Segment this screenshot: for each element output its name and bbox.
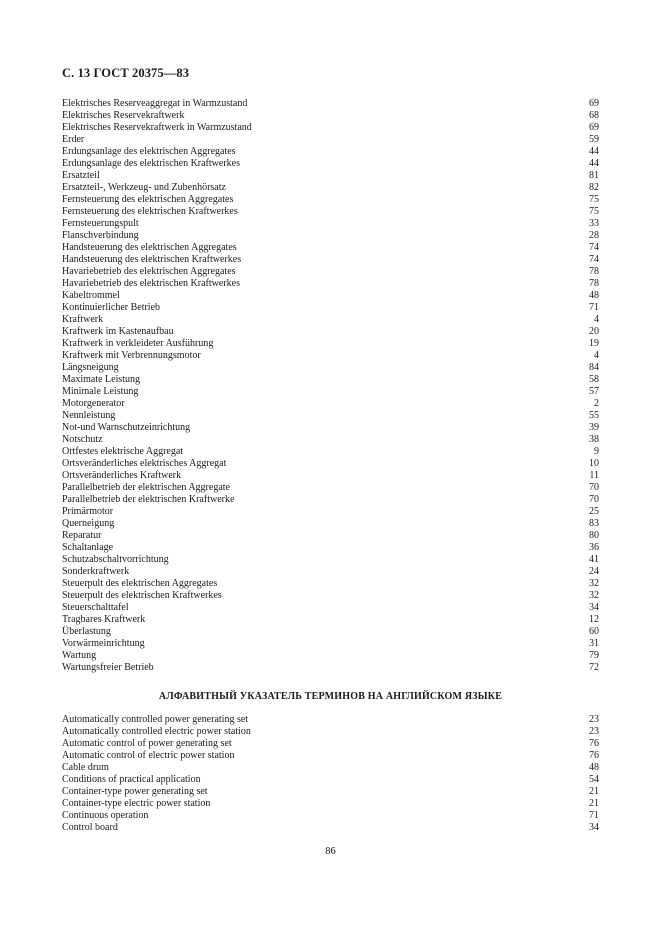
- index-page-ref: 34: [589, 822, 599, 833]
- index-page-ref: 75: [589, 194, 599, 205]
- index-page-ref: 20: [589, 326, 599, 337]
- german-terms-index: [62, 98, 599, 674]
- index-entry: [62, 362, 599, 374]
- index-page-ref: 54: [589, 774, 599, 785]
- index-entry: [62, 206, 599, 218]
- index-page-ref: 71: [589, 302, 599, 313]
- index-term: Flanschverbindung: [62, 230, 139, 241]
- index-page-ref: 68: [589, 110, 599, 121]
- index-page-ref: 34: [589, 602, 599, 613]
- index-term: Handsteuerung des elektrischen Aggregates: [62, 242, 237, 253]
- index-entry: [62, 530, 599, 542]
- index-entry: [62, 182, 599, 194]
- english-index-title: АЛФАВИТНЫЙ УКАЗАТЕЛЬ ТЕРМИНОВ НА АНГЛИЙСКОМ ЯЗЫКЕ: [158, 691, 503, 702]
- index-page-ref: 75: [589, 206, 599, 217]
- index-term: Tragbares Kraftwerk: [62, 614, 146, 625]
- index-entry: [62, 254, 599, 266]
- index-page-ref: 69: [589, 98, 599, 109]
- index-page-ref: 70: [589, 494, 599, 505]
- index-term: Sonderkraftwerk: [62, 566, 130, 577]
- index-page-ref: 21: [589, 786, 599, 797]
- index-entry: [62, 410, 599, 422]
- index-page-ref: 11: [589, 470, 599, 481]
- index-page-ref: 33: [589, 218, 599, 229]
- index-page-ref: 21: [589, 798, 599, 809]
- index-page-ref: 72: [589, 662, 599, 673]
- english-terms-index: [62, 714, 599, 834]
- index-page-ref: 38: [589, 434, 599, 445]
- index-entry: [62, 386, 599, 398]
- index-entry: [62, 110, 599, 122]
- index-term: Steuerschalttafel: [62, 602, 129, 613]
- index-term: Wartung: [62, 650, 97, 661]
- index-term: Kraftwerk in verkleideter Ausführung: [62, 338, 214, 349]
- index-entry: [62, 242, 599, 254]
- index-entry: [62, 230, 599, 242]
- index-term: Not-und Warnschutzeinrichtung: [62, 422, 191, 433]
- index-entry: [62, 170, 599, 182]
- index-term: Kontinuierlicher Betrieb: [62, 302, 161, 313]
- index-page-ref: 36: [589, 542, 599, 553]
- index-entry: [62, 146, 599, 158]
- index-term: Erdungsanlage des elektrischen Aggregates: [62, 146, 236, 157]
- index-entry: [62, 446, 599, 458]
- index-term: Ortfestes elektrische Aggregat: [62, 446, 184, 457]
- index-entry: [62, 614, 599, 626]
- index-page-ref: 48: [589, 290, 599, 301]
- index-page-ref: 80: [589, 530, 599, 541]
- index-term: Container-type electric power station: [62, 798, 211, 809]
- index-entry: [62, 662, 599, 674]
- index-entry: [62, 374, 599, 386]
- index-term: Ortsveränderliches elektrisches Aggregat: [62, 458, 227, 469]
- index-term: Fernsteuerung des elektrischen Kraftwerkes: [62, 206, 238, 217]
- index-entry: [62, 518, 599, 530]
- index-term: Parallelbetrieb der elektrischen Aggregate: [62, 482, 230, 493]
- index-entry: [62, 726, 599, 738]
- index-entry: [62, 158, 599, 170]
- index-entry: [62, 98, 599, 110]
- index-entry: [62, 458, 599, 470]
- index-term: Kraftwerk im Kastenaufbau: [62, 326, 174, 337]
- index-term: Ortsveränderliches Kraftwerk: [62, 470, 182, 481]
- index-entry: [62, 218, 599, 230]
- index-entry: [62, 326, 599, 338]
- index-page-ref: 41: [589, 554, 599, 565]
- index-entry: [62, 650, 599, 662]
- index-term: Automatically controlled power generating set: [62, 714, 249, 725]
- index-entry: [62, 714, 599, 726]
- index-term: Vorwärmeinrichtung: [62, 638, 145, 649]
- index-page-ref: 10: [589, 458, 599, 469]
- index-entry: [62, 302, 599, 314]
- index-page-ref: 81: [589, 170, 599, 181]
- index-term: Automatically controlled electric power station: [62, 726, 251, 737]
- index-entry: [62, 482, 599, 494]
- index-term: Elektrisches Reservekraftwerk in Warmzustand: [62, 122, 252, 133]
- index-term: Motorgenerator: [62, 398, 125, 409]
- index-term: Längsneigung: [62, 362, 119, 373]
- index-page-ref: 31: [589, 638, 599, 649]
- index-term: Cable drum: [62, 762, 109, 773]
- index-entry: [62, 338, 599, 350]
- index-page-ref: 58: [589, 374, 599, 385]
- index-term: Fernsteuerungspult: [62, 218, 139, 229]
- index-page-ref: 55: [589, 410, 599, 421]
- index-term: Erder: [62, 134, 85, 145]
- index-term: Primärmotor: [62, 506, 114, 517]
- page-header: С. 13 ГОСТ 20375—83: [62, 66, 190, 80]
- index-entry: [62, 350, 599, 362]
- index-entry: [62, 470, 599, 482]
- index-entry: [62, 762, 599, 774]
- index-page-ref: 84: [589, 362, 599, 373]
- index-page-ref: 69: [589, 122, 599, 133]
- index-entry: [62, 122, 599, 134]
- index-entry: [62, 626, 599, 638]
- index-term: Steuerpult des elektrischen Kraftwerkes: [62, 590, 222, 601]
- index-page-ref: 79: [589, 650, 599, 661]
- index-term: Container-type power generating set: [62, 786, 208, 797]
- index-entry: [62, 750, 599, 762]
- index-page-ref: 25: [589, 506, 599, 517]
- index-term: Automatic control of electric power station: [62, 750, 235, 761]
- index-entry: [62, 602, 599, 614]
- index-entry: [62, 810, 599, 822]
- index-term: Parallelbetrieb der elektrischen Kraftwerke: [62, 494, 235, 505]
- index-term: Conditions of practical application: [62, 774, 201, 785]
- index-entry: [62, 314, 599, 326]
- index-page-ref: 44: [589, 146, 599, 157]
- index-entry: [62, 786, 599, 798]
- index-entry: [62, 578, 599, 590]
- index-term: Notschutz: [62, 434, 103, 445]
- index-page-ref: 70: [589, 482, 599, 493]
- index-page-ref: 74: [589, 254, 599, 265]
- index-entry: [62, 506, 599, 518]
- index-term: Querneigung: [62, 518, 115, 529]
- index-entry: [62, 398, 599, 410]
- index-entry: [62, 590, 599, 602]
- index-entry: [62, 266, 599, 278]
- index-term: Nennleistung: [62, 410, 116, 421]
- index-term: Wartungsfreier Betrieb: [62, 662, 154, 673]
- index-page-ref: 78: [589, 278, 599, 289]
- index-term: Handsteuerung des elektrischen Kraftwerkes: [62, 254, 242, 265]
- index-entry: [62, 542, 599, 554]
- index-entry: [62, 638, 599, 650]
- index-page-ref: 60: [589, 626, 599, 637]
- index-term: Havariebetrieb des elektrischen Kraftwerkes: [62, 278, 240, 289]
- index-page-ref: 19: [589, 338, 599, 349]
- index-page-ref: 59: [589, 134, 599, 145]
- index-page-ref: 2: [594, 398, 599, 409]
- index-term: Kraftwerk: [62, 314, 104, 325]
- index-term: Kraftwerk mit Verbrennungsmotor: [62, 350, 201, 361]
- index-term: Erdungsanlage des elektrischen Kraftwerkes: [62, 158, 240, 169]
- index-page-ref: 74: [589, 242, 599, 253]
- index-page-ref: 83: [589, 518, 599, 529]
- index-page-ref: 39: [589, 422, 599, 433]
- index-page-ref: 76: [589, 750, 599, 761]
- index-term: Continuous operation: [62, 810, 149, 821]
- index-term: Control board: [62, 822, 118, 833]
- index-page-ref: 9: [594, 446, 599, 457]
- index-term: Elektrisches Reserveaggregat in Warmzustand: [62, 98, 248, 109]
- index-entry: [62, 434, 599, 446]
- index-entry: [62, 134, 599, 146]
- index-entry: [62, 554, 599, 566]
- index-entry: [62, 194, 599, 206]
- index-term: Steuerpult des elektrischen Aggregates: [62, 578, 218, 589]
- index-entry: [62, 422, 599, 434]
- index-term: Elektrisches Reservekraftwerk: [62, 110, 185, 121]
- index-term: Schutzabschaltvorrichtung: [62, 554, 169, 565]
- index-page-ref: 48: [589, 762, 599, 773]
- index-term: Kabeltrommel: [62, 290, 120, 301]
- index-entry: [62, 290, 599, 302]
- index-entry: [62, 494, 599, 506]
- page-number: 86: [325, 846, 336, 857]
- index-term: Schaltanlage: [62, 542, 114, 553]
- index-page-ref: 28: [589, 230, 599, 241]
- index-page-ref: 71: [589, 810, 599, 821]
- index-term: Überlastung: [62, 626, 111, 637]
- index-term: Reparatur: [62, 530, 102, 541]
- index-term: Automatic control of power generating set: [62, 738, 232, 749]
- index-entry: [62, 798, 599, 810]
- index-page-ref: 78: [589, 266, 599, 277]
- index-page-ref: 44: [589, 158, 599, 169]
- index-term: Havariebetrieb des elektrischen Aggregates: [62, 266, 236, 277]
- index-entry: [62, 278, 599, 290]
- index-page-ref: 23: [589, 714, 599, 725]
- index-entry: [62, 774, 599, 786]
- index-entry: [62, 566, 599, 578]
- index-entry: [62, 822, 599, 834]
- index-page-ref: 12: [589, 614, 599, 625]
- index-term: Minimale Leistung: [62, 386, 139, 397]
- index-term: Fernsteuerung des elektrischen Aggregates: [62, 194, 234, 205]
- index-page-ref: 32: [589, 590, 599, 601]
- index-page-ref: 57: [589, 386, 599, 397]
- index-term: Ersatzteil-, Werkzeug- und Zubenhörsatz: [62, 182, 226, 193]
- index-page-ref: 4: [594, 350, 599, 361]
- index-entry: [62, 738, 599, 750]
- index-page-ref: 4: [594, 314, 599, 325]
- index-page-ref: 76: [589, 738, 599, 749]
- index-page-ref: 24: [589, 566, 599, 577]
- index-page-ref: 23: [589, 726, 599, 737]
- index-page-ref: 32: [589, 578, 599, 589]
- index-term: Maximate Leistung: [62, 374, 141, 385]
- index-page-ref: 82: [589, 182, 599, 193]
- index-term: Ersatzteil: [62, 170, 100, 181]
